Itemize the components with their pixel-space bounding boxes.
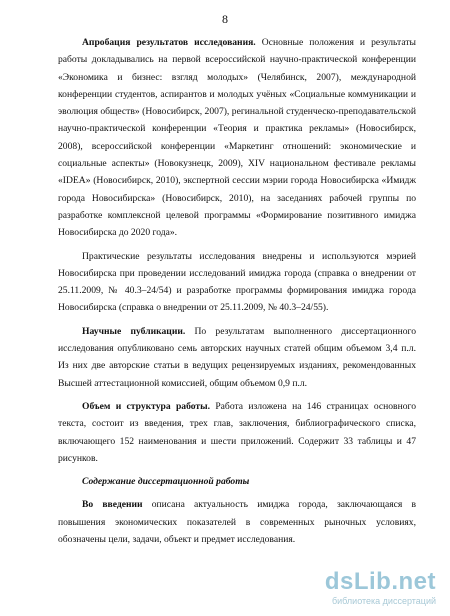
structure-paragraph <box>58 398 416 467</box>
approbation-heading: Апробация результатов исследования. <box>82 37 256 48</box>
approbation-paragraph <box>58 34 416 242</box>
dslib-watermark <box>316 568 436 610</box>
intro-text: описана актуальность имиджа города, заключающаяся в повышения экономических показателей в современных рыночных условиях, обозначены цели, задачи, объект и предмет исследования. <box>58 499 416 546</box>
publications-heading: Научные публикации. <box>82 325 186 337</box>
approbation-text: Основные положения и результаты работы докладывались на первой всероссийской научно-практической конференции «Экономика и бизнес: взгляд молодых» (Челябинск, 2007), международной конференции студентов, аспирантов и молодых учёных «Социальные коммуникации и эволюция обществ» (Новосибирск, 2007), регинальной студенческо-преподавательской научно-практической конференции «Теория и практика рекламы» (Новосибирск, 2008), всероссийской конференции «Маркетинг отношений: экономические и социальные аспекты» (Новокузнецк, 2009), XIV национальном фестивале рекламы «IDEA» (Новосибирск, 2010), экспертной сессии мэрии города Новосибирска «Имидж города Новосибирска» (Новосибирск, 2010), на заседаниях рабочей группы по разработке комплексной целевой программы «Формирование позитивного имиджа Новосибирска до 2020 года». <box>58 37 416 239</box>
contents-heading-paragraph <box>58 473 416 490</box>
publications-paragraph <box>58 323 416 392</box>
publications-text: По результатам выполненного диссертационного исследования опубликовано семь авторских научных статей общим объемом 3,4 п.л. Из них две авторские статьи в ведущих рецензируемых изданиях, рекомендованных Высшей аттестационной комиссией, общим объемом 0,9 п.л. <box>58 325 417 389</box>
practical-results-text: Практические результаты исследования внедрены и используются мэрией Новосибирска при проведении исследований имиджа города (справка о внедрении от 25.11.2009, № 40.3–24/54) и разработке программы формирования имиджа города Новосибирска (справка о внедрении от 25.11.2009, № 40.3–24/55). <box>58 250 416 314</box>
intro-heading: Во введении <box>82 499 143 511</box>
watermark-subtitle: библиотека диссертаций <box>331 596 436 606</box>
contents-heading: Содержание диссертационной работы <box>82 476 250 488</box>
watermark-logo: dsLib.net <box>324 568 436 595</box>
structure-heading: Объем и структура работы. <box>82 400 211 412</box>
practical-results-paragraph <box>58 248 416 317</box>
structure-text: Работа изложена на 146 страницах основного текста, состоит из введения, трех глав, заключения, библиографического списка, включающего 152 наименования и шести приложений. Содержит 33 таблицы и 47 рисунков. <box>58 400 416 464</box>
intro-paragraph <box>58 496 416 548</box>
document-body <box>58 34 416 554</box>
page-number: 8 <box>222 12 228 26</box>
